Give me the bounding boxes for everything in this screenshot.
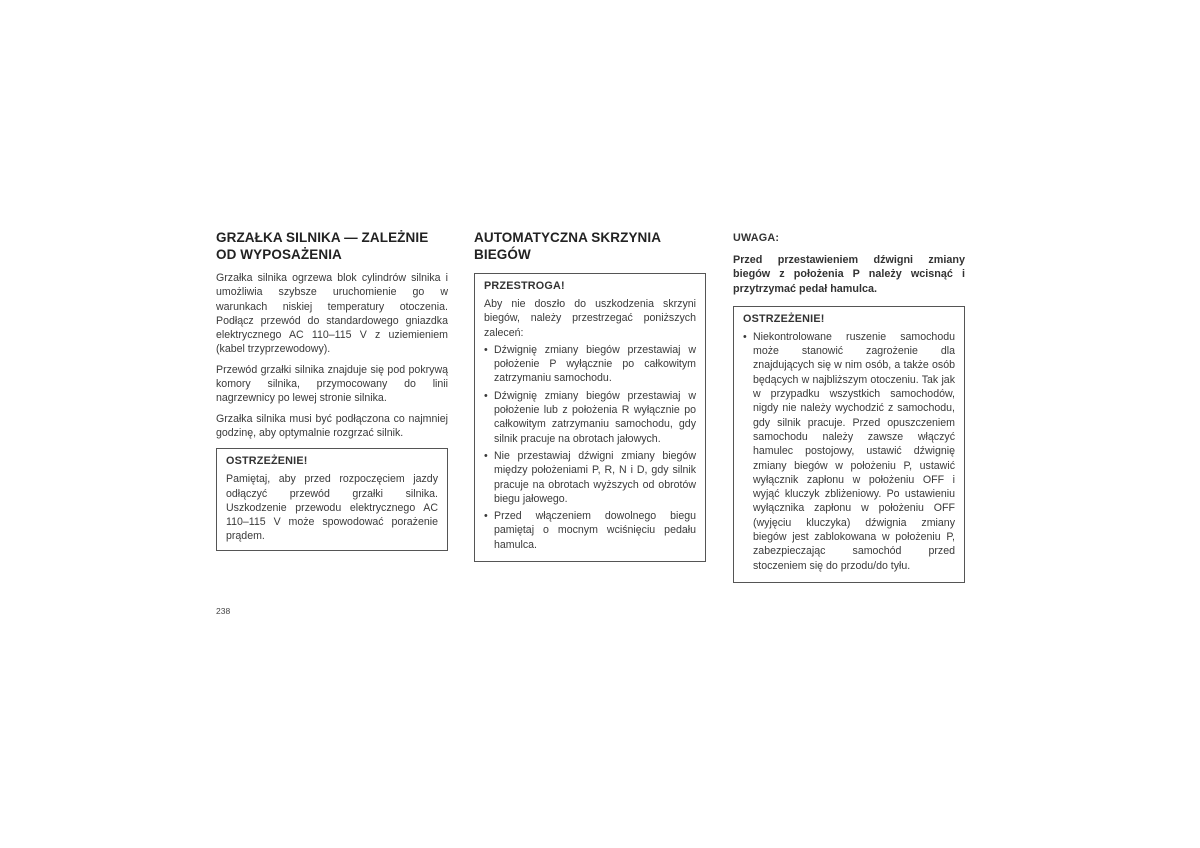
column-automatic-transmission <box>474 229 706 562</box>
warning-title: OSTRZEŻENIE! <box>743 312 825 325</box>
list-item: • Niekontrolowane ruszenie samochodu może stanowić zagrożenie dla znajdujących się w nim osób, a także osób będących w najbliższym otoczeniu. Tak jak w przypadku wszystkich samochodów, nigdy nie należy wychodzić z samochodu, gdy silnik pracuje. Przed opuszczeniem samochodu należy zawsze włączyć hamulec postojowy, ustawić dźwignię zmiany biegów w położeniu P, ustawić wyłącznik zapłonu w położeniu OFF i wyjąć kluczyk zbliżeniowy. Po ustawieniu wyłącznika zapłonu w położeniu OFF (wyjęciu kluczyka) dźwignia zmiany biegów jest zablokowana w położeniu P, zabezpieczając samochód przed stoczeniem się do przodu/do tyłu. <box>743 330 955 573</box>
paragraph-heater-intro: Grzałka silnika ogrzewa blok cylindrów silnika i umożliwia szybsze uruchomienie go w warunkach niskiej temperatury otoczenia. Podłącz przewód do standardowego gniazdka elektrycznego AC 110–115 V z uziemieniem (kabel trzyprzewodowy). <box>216 272 448 356</box>
warning-list <box>743 330 955 573</box>
warning-box-rolling <box>733 306 965 583</box>
heading-line-2: OD WYPOSAŻENIA <box>216 247 342 262</box>
list-item: • Nie przestawiaj dźwigni zmiany biegów między położeniami P, R, N i D, gdy silnik pracuje na obrotach wyższych od obrotów biegu jałowego. <box>484 449 696 506</box>
heading-line-1: GRZAŁKA SILNIKA — ZALEŻNIE <box>216 230 429 245</box>
caution-intro: Aby nie doszło do uszkodzenia skrzyni biegów, należy przestrzegać poniższych zaleceń: <box>484 298 696 339</box>
list-item: • Dźwignię zmiany biegów przestawiaj w położenie lub z położenia R wyłącznie po całkowitym zatrzymaniu samochodu, gdy silnik pracuje na obrotach jałowych. <box>484 389 696 446</box>
list-item: • Dźwignię zmiany biegów przestawiaj w położenie P wyłącznie po całkowitym zatrzymaniu samochodu. <box>484 343 696 386</box>
paragraph-heater-duration: Grzałka silnika musi być podłączona co najmniej godzinę, aby optymalnie rozgrzać silnik. <box>216 412 448 439</box>
caution-title: PRZESTROGA! <box>484 280 565 292</box>
note-text: Przed przestawieniem dźwigni zmiany biegów z położenia P należy wcisnąć i przytrzymać pedał hamulca. <box>733 254 965 295</box>
list-item: • Przed włączeniem dowolnego biegu pamiętaj o mocnym wciśnięciu pedału hamulca. <box>484 509 696 552</box>
column-note-and-warning <box>733 229 965 583</box>
section-heading-automatic-transmission: AUTOMATYCZNA SKRZYNIA BIEGÓW <box>474 230 661 262</box>
section-heading-engine-heater <box>216 229 448 263</box>
column-engine-heater <box>216 229 448 551</box>
caution-list <box>484 343 696 552</box>
page-number: 238 <box>216 606 231 616</box>
warning-text: Pamiętaj, aby przed rozpoczęciem jazdy odłączyć przewód grzałki silnika. Uszkodzenie przewodu elektrycznego AC 110–115 V może spowodować porażenie prądem. <box>226 473 438 543</box>
paragraph-heater-cord-location: Przewód grzałki silnika znajduje się pod pokrywą komory silnika, przymocowany do linii nagrzewnicy po lewej stronie silnika. <box>216 363 448 405</box>
warning-box-heater <box>216 448 448 550</box>
warning-title: OSTRZEŻENIE! <box>226 455 308 468</box>
note-label: UWAGA: <box>733 232 780 244</box>
caution-box-transmission <box>474 273 706 562</box>
